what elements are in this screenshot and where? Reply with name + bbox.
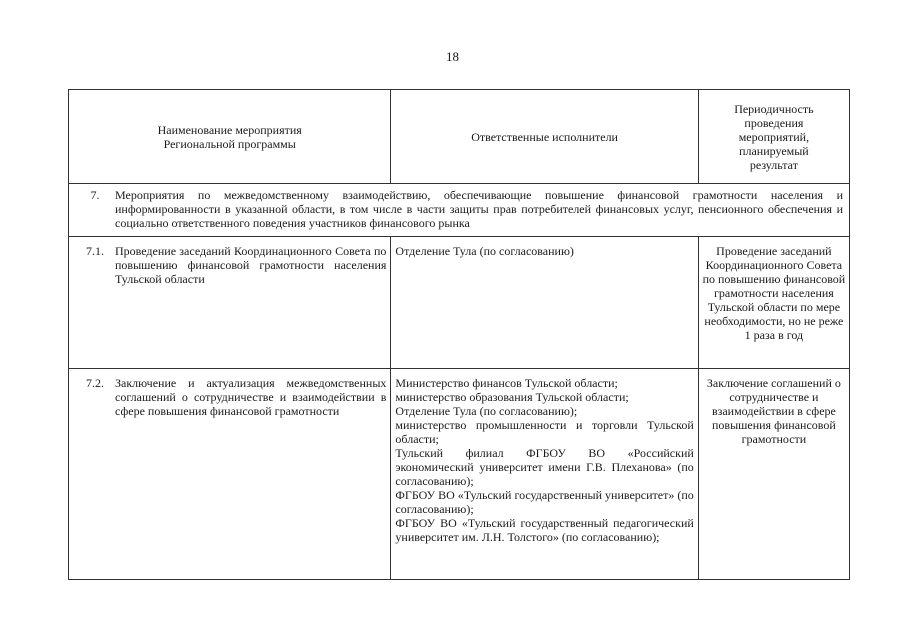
row-name-cell [69, 369, 391, 580]
executor-item: Министерство финансов Тульской области; [395, 376, 618, 390]
page-number: 18 [446, 49, 459, 64]
table-row [69, 369, 850, 580]
executor-item: Тульский филиал ФГБОУ ВО «Российский экономический университет имени Г.В. Плеханова» (по согласованию); [395, 446, 694, 488]
header-name-cell [69, 90, 391, 184]
header-name: Наименование мероприятия Региональной программы [157, 122, 302, 151]
row-name: Заключение и актуализация межведомственных соглашений о сотрудничестве и взаимодействии в сфере повышения финансовой грамотности [115, 376, 387, 418]
header-executors-cell [391, 90, 698, 184]
executor-item: Отделение Тула (по согласованию); [395, 404, 578, 418]
row-executors-cell [391, 237, 698, 369]
section-cell [69, 184, 850, 237]
row-result-cell [698, 369, 849, 580]
row-result-cell [698, 237, 849, 369]
row-number: 7.2. [86, 376, 104, 390]
row-name: Проведение заседаний Координационного Совета по повышению финансовой грамотности населения Тульской области [115, 244, 387, 286]
section-title: Мероприятия по межведомственному взаимодействию, обеспечивающие повышение финансовой грамотности населения и информированности в указанной области, в том числе в части защиты прав потребителей финансовых услуг, пенсионного обеспечения и социально ответственного поведения участников финансового рынка [115, 188, 843, 230]
executor-item: министерство промышленности и торговли Тульской области; [395, 418, 694, 446]
executor-item: министерство образования Тульской области; [395, 390, 629, 404]
section-row [69, 184, 850, 237]
program-table [68, 89, 850, 580]
row-number: 7.1. [86, 244, 104, 258]
section-number: 7. [90, 188, 100, 202]
row-name-cell [69, 237, 391, 369]
row-result: Заключение соглашений о сотрудничестве и взаимодействии в сфере повышения финансовой грамотности [706, 376, 841, 446]
executor-item: ФГБОУ ВО «Тульский государственный университет» (по согласованию); [395, 488, 694, 516]
executor-item: ФГБОУ ВО «Тульский государственный педагогический университет им. Л.Н. Толстого» (по согласованию); [395, 516, 694, 544]
table-row [69, 237, 850, 369]
header-result-cell [698, 90, 849, 184]
table-header-row [69, 90, 850, 184]
row-executors-cell [391, 369, 698, 580]
row-result: Проведение заседаний Координационного Совета по повышению финансовой грамотности населения Тульской области по мере необходимости, но не реже 1 раза в год [702, 244, 846, 342]
executor-item: Отделение Тула (по согласованию) [395, 244, 574, 258]
header-result: Периодичность проведения мероприятий, планируемый результат [734, 101, 814, 172]
header-executors: Ответственные исполнители [471, 129, 618, 144]
